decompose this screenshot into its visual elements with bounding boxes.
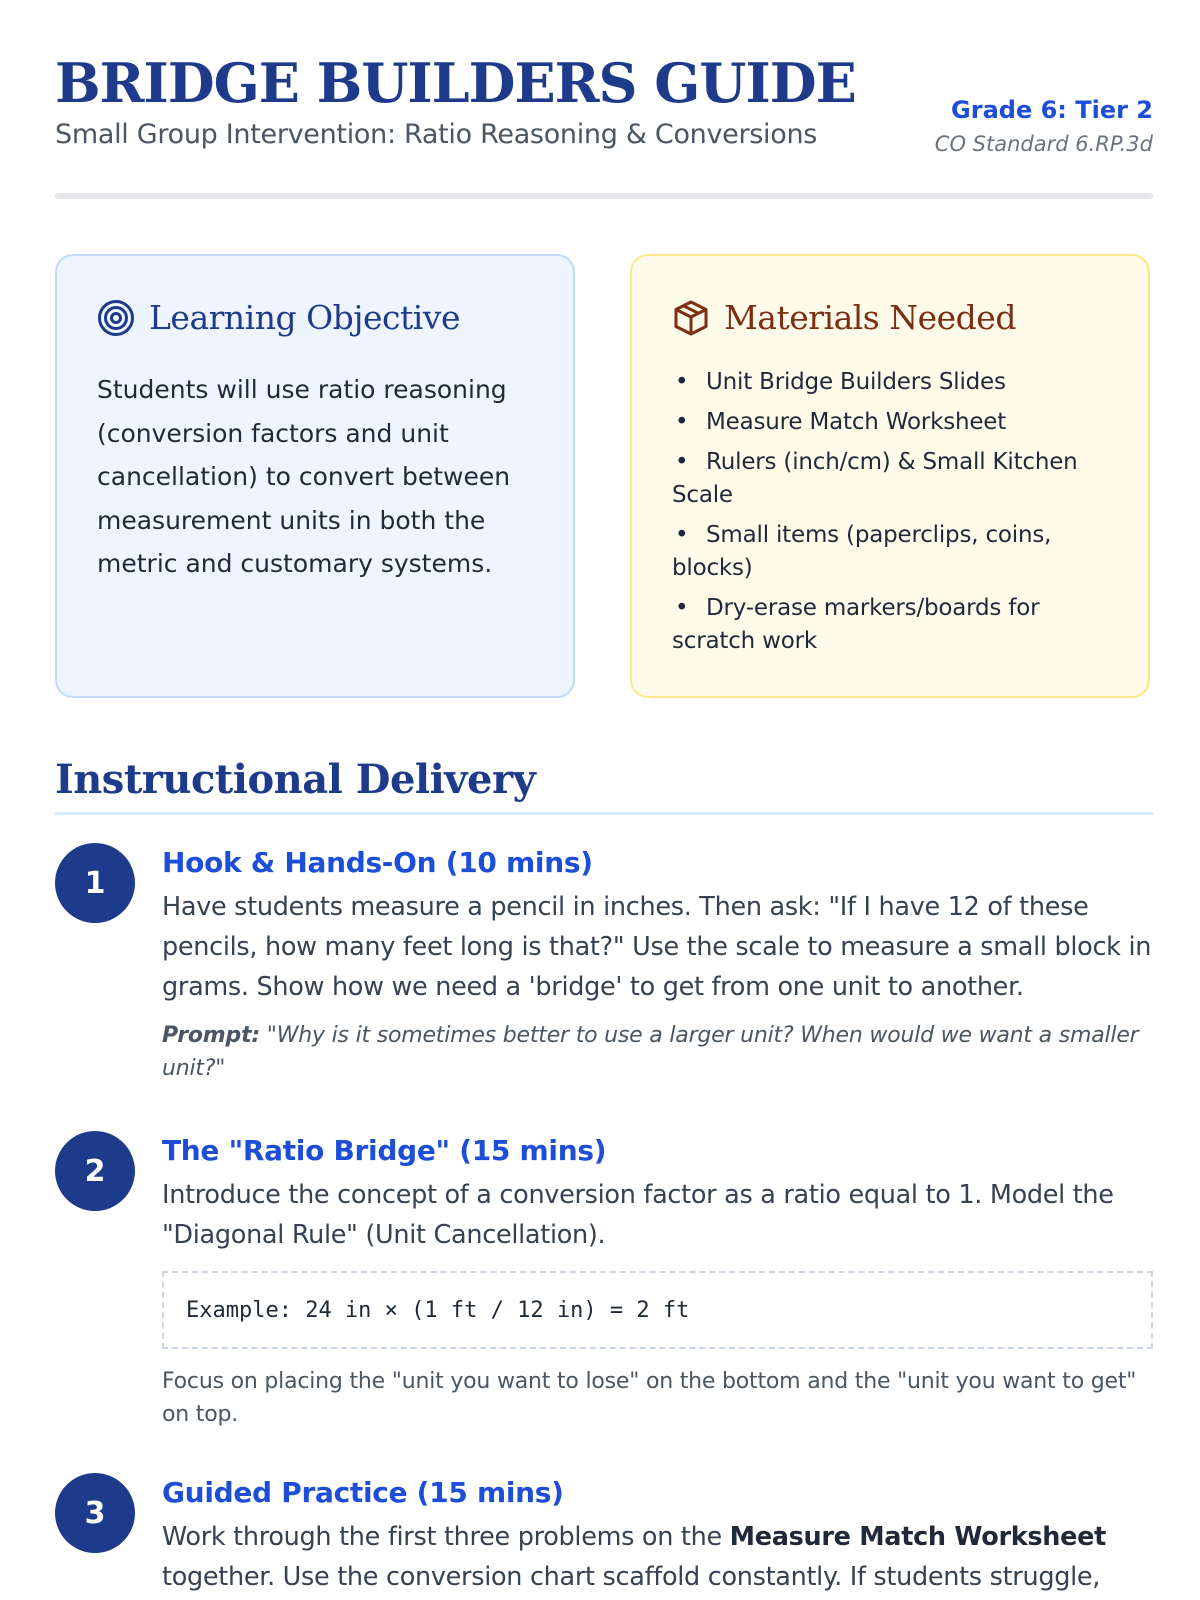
- header-meta: [935, 96, 1153, 156]
- document-subtitle: Small Group Intervention: Ratio Reasoning & Conversions: [55, 119, 818, 151]
- step-title: The "Ratio Bridge" (15 mins): [162, 1134, 607, 1167]
- box-icon: [672, 299, 710, 337]
- list-item: • Measure Match Worksheet: [675, 409, 1007, 435]
- prompt-label: Prompt:: [162, 1023, 260, 1048]
- step-body: [162, 843, 1153, 1085]
- step-text: Work through the first three problems on the Measure Match Worksheet together. Use the conversion chart scaffold constantly. If students struggle,: [162, 1522, 1107, 1592]
- step-number-badge: 1: [55, 843, 135, 923]
- learning-objective-header: [97, 298, 460, 337]
- target-icon: [97, 299, 135, 337]
- learning-objective-card: [55, 254, 575, 698]
- materials-header: [672, 298, 1016, 337]
- list-item: • Unit Bridge Builders Slides: [675, 369, 1006, 395]
- step-number-badge: 2: [55, 1131, 135, 1211]
- materials-title: Materials Needed: [724, 298, 1016, 337]
- prompt-text: "Why is it sometimes better to use a larger unit? When would we want a smaller unit?": [162, 1023, 1139, 1081]
- grade-label: Grade 6: Tier 2: [951, 96, 1153, 124]
- step-title: Guided Practice (15 mins): [162, 1476, 564, 1509]
- standard-label: CO Standard 6.RP.3d: [934, 132, 1153, 156]
- materials-list: [672, 366, 1112, 665]
- example-box: Example: 24 in × (1 ft / 12 in) = 2 ft: [162, 1271, 1153, 1349]
- worksheet-name: Measure Match Worksheet: [729, 1522, 1107, 1552]
- document-header: [55, 51, 1153, 156]
- step-body: [162, 1131, 1153, 1431]
- step-note: Focus on placing the "unit you want to lose" on the bottom and the "unit you want to get" on top.: [162, 1369, 1137, 1427]
- learning-objective-title: Learning Objective: [149, 298, 460, 337]
- section-title: Instructional Delivery: [55, 756, 536, 803]
- document-title: BRIDGE BUILDERS GUIDE: [55, 51, 856, 115]
- header-divider: [55, 193, 1153, 199]
- step-prompt: [162, 1019, 1153, 1085]
- step-title: Hook & Hands-On (10 mins): [162, 846, 593, 879]
- section-divider: [55, 812, 1153, 815]
- learning-objective-text: Students will use ratio reasoning (conversion factors and unit cancellation) to convert between measurement units in both the metric and customary systems.: [97, 375, 511, 578]
- materials-card: [630, 254, 1150, 698]
- list-item: • Dry-erase markers/boards for scratch work: [672, 595, 1040, 654]
- step-body: [162, 1473, 1153, 1597]
- list-item: • Small items (paperclips, coins, blocks): [672, 522, 1052, 581]
- list-item: • Rulers (inch/cm) & Small Kitchen Scale: [672, 449, 1078, 508]
- step-text: Introduce the concept of a conversion factor as a ratio equal to 1. Model the "Diagonal Rule" (Unit Cancellation).: [162, 1180, 1114, 1250]
- step-text: Have students measure a pencil in inches. Then ask: "If I have 12 of these pencils, how many feet long is that?" Use the scale to measure a small block in grams. Show how we need a 'bridge' to get from one unit to another.: [162, 892, 1152, 1002]
- step-number-badge: 3: [55, 1473, 135, 1553]
